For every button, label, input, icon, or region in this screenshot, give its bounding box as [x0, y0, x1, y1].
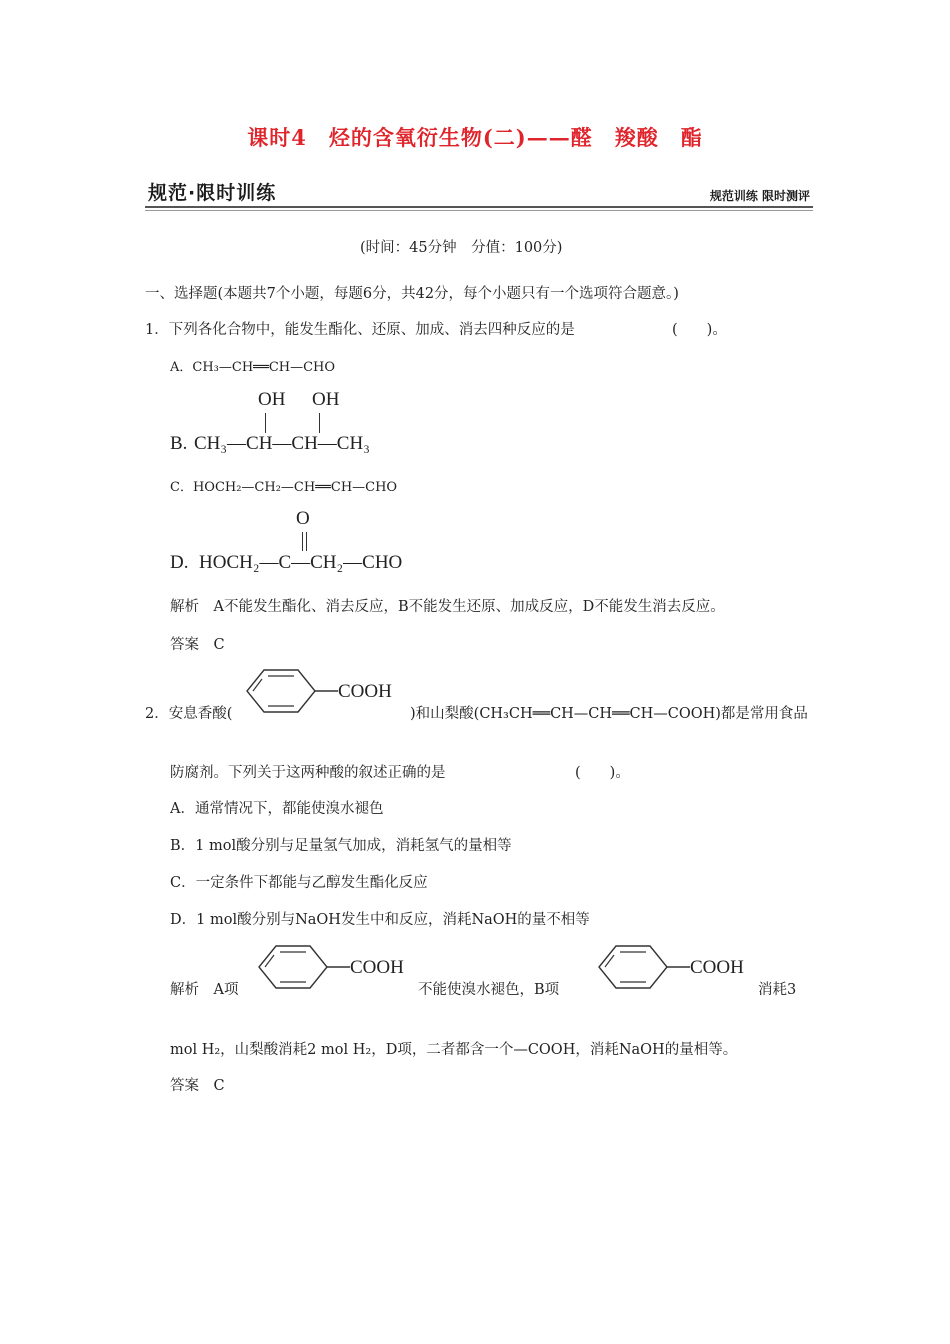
q1-option-a: A．CH₃—CH══CH—CHO — [170, 360, 336, 375]
q1-option-b-chain: CH₃—CH—CH—CH₃ — [194, 433, 370, 454]
q2-option-c: C．一定条件下都能与乙醇发生酯化反应 — [170, 875, 428, 891]
q1-b-bond-1 — [265, 413, 266, 433]
q2-analysis-prefix: 解析 A项 — [170, 982, 239, 998]
cooh-label: COOH — [338, 681, 392, 702]
benzoic-acid-structure-3 — [598, 942, 768, 992]
benzoic-acid-structure-2 — [258, 942, 428, 992]
q2-analysis-mid: 不能使溴水褪色，B项 — [418, 982, 560, 998]
q1-b-oh-2: OH — [312, 389, 340, 410]
q2-option-d: D．1 mol酸分别与NaOH发生中和反应，消耗NaOH的量不相等 — [170, 912, 590, 928]
question-1-stem: 1．下列各化合物中，能发生酯化、还原、加成、消去四种反应的是 — [145, 322, 575, 338]
q1-analysis: 解析 A不能发生酯化、消去反应，B不能发生还原、加成反应，D不能发生消去反应。 — [170, 599, 725, 615]
benzoic-acid-structure — [246, 666, 416, 716]
question-2-bracket: ( )。 — [575, 765, 630, 781]
q2-analysis-line2: mol H₂，山梨酸消耗2 mol H₂，D项，二者都含一个—COOH，消耗NaOH的量相等。 — [170, 1042, 738, 1058]
banner-tagline: 规范训练 限时测评 — [709, 189, 810, 203]
question-1-bracket: ( )。 — [672, 322, 727, 338]
q1-d-double-bond-b — [306, 532, 307, 551]
page-title: 课时4 烃的含氧衍生物(二)——醛 羧酸 酯 — [247, 125, 703, 150]
banner-rule-thin — [145, 210, 813, 211]
time-score: (时间：45分钟 分值：100分) — [360, 240, 563, 256]
q1-option-d-chain: HOCH₂—C—CH₂—CHO — [199, 552, 403, 573]
q2-analysis-end: 消耗3 — [758, 982, 797, 998]
cooh-label-2: COOH — [350, 957, 404, 978]
q1-b-oh-1: OH — [258, 389, 286, 410]
cooh-label-3: COOH — [690, 957, 744, 978]
question-2-stem-prefix: 2．安息香酸( — [145, 706, 233, 722]
q1-option-b-label: B. — [170, 433, 188, 454]
section-heading: 一、选择题(本题共7个小题，每题6分，共42分，每个小题只有一个选项符合题意。) — [145, 286, 679, 302]
q1-option-c: C．HOCH₂—CH₂—CH══CH—CHO — [170, 480, 398, 495]
q1-d-double-bond-a — [302, 532, 303, 551]
q1-answer: 答案 C — [170, 637, 225, 653]
question-2-stem-suffix: )和山梨酸(CH₃CH══CH—CH══CH—COOH)都是常用食品 — [410, 706, 808, 722]
section-banner: 规范·限时训练 — [148, 182, 277, 204]
q2-answer: 答案 C — [170, 1078, 225, 1094]
q2-option-a: A．通常情况下，都能使溴水褪色 — [170, 801, 384, 817]
q1-d-oxygen: O — [296, 508, 310, 529]
q1-b-bond-2 — [319, 413, 320, 433]
q2-option-b: B．1 mol酸分别与足量氢气加成，消耗氢气的量相等 — [170, 838, 512, 854]
q1-option-d-label: D. — [170, 552, 189, 573]
question-2-stem-line2: 防腐剂。下列关于这两种酸的叙述正确的是 — [170, 765, 446, 781]
banner-rule — [145, 206, 813, 208]
